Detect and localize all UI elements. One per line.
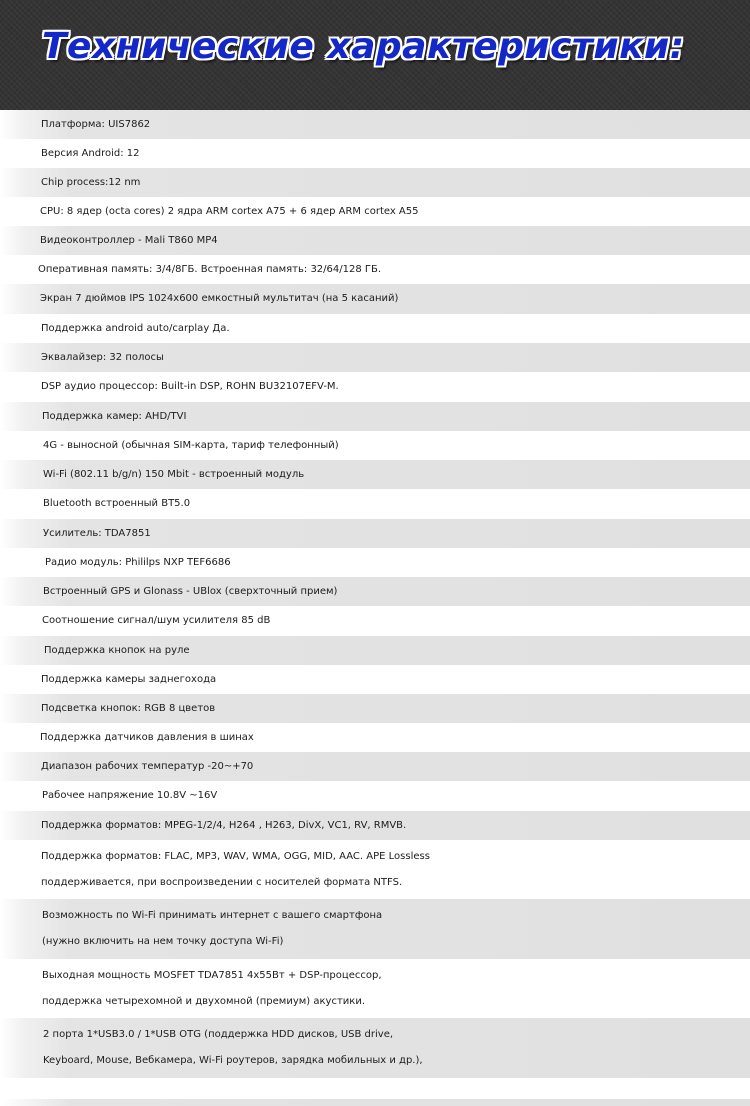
spec-text: Диапазон рабочих температур -20~+70: [41, 760, 254, 772]
spec-text: Видеоконтроллер - Mali T860 MP4: [40, 234, 218, 246]
spec-row: [0, 489, 750, 519]
spec-text: Рабочее напряжение 10.8V ~16V: [42, 790, 218, 801]
spec-text: Поддержка камеры заднегохода: [41, 673, 217, 685]
spec-row: [0, 606, 750, 636]
bottom-divider: [0, 1099, 750, 1106]
spec-row: [0, 255, 750, 284]
spec-list: [0, 110, 750, 1078]
spec-row: [0, 781, 750, 811]
spec-text: Поддержка android auto/carplay Да.: [41, 322, 230, 334]
spec-row: [0, 139, 750, 168]
spec-row: [0, 168, 750, 197]
spec-text: Поддержка форматов: MPEG-1/2/4, H264 , H263, DivX, VC1, RV, RMVB.: [41, 819, 407, 831]
spec-text: Экран 7 дюймов IPS 1024x600 емкостный мультитач (на 5 касаний): [40, 293, 399, 304]
spec-text: Подсветка кнопок: RGB 8 цветов: [41, 702, 216, 714]
spec-row: [0, 636, 750, 665]
page-title: Технические характеристики:: [42, 26, 685, 67]
spec-text: Поддержка датчиков давления в шинах: [40, 731, 254, 743]
spec-text: Встроенный GPS и Glonass - UBlox (сверхточный прием): [43, 585, 338, 597]
spec-row: [0, 372, 750, 402]
spec-text: Оперативная память: 3/4/8ГБ. Встроенная память: 32/64/128 ГБ.: [38, 263, 382, 275]
spec-text: Поддержка форматов: FLAC, MP3, WAV, WMA, OGG, MID, AAC. APE Lossless: [41, 850, 430, 862]
spec-row: [0, 284, 750, 314]
spec-row: [0, 431, 750, 460]
spec-text: Wi-Fi (802.11 b/g/n) 150 Mbit - встроенный модуль: [43, 468, 305, 480]
spec-text: Поддержка камер: AHD/TVI: [42, 410, 187, 422]
spec-row: [0, 752, 750, 781]
spec-row: [0, 519, 750, 548]
spec-text: Поддержка кнопок на руле: [44, 644, 190, 656]
spec-row: [0, 899, 750, 959]
spec-text: Возможность по Wi-Fi принимать интернет с вашего смартфона: [42, 910, 383, 921]
spec-text: Выходная мощность MOSFET TDA7851 4x55Вт + DSP-процессор,: [42, 969, 382, 981]
spec-row: [0, 460, 750, 489]
spec-text: CPU: 8 ядер (octa cores) 2 ядра ARM cortex A75 + 6 ядер ARM cortex A55: [40, 205, 419, 217]
spec-text: Усилитель: TDA7851: [43, 527, 151, 539]
spec-row: [0, 840, 750, 899]
spec-row: [0, 314, 750, 343]
spec-row: [0, 723, 750, 752]
spec-text: Версия Android: 12: [41, 147, 140, 159]
spec-text: Bluetooth встроенный BT5.0: [43, 498, 191, 509]
spec-text: (нужно включить на нем точку доступа Wi-Fi): [42, 936, 284, 947]
spec-text: 4G - выносной (обычная SIM-карта, тариф телефонный): [43, 439, 339, 451]
spec-row: [0, 226, 750, 255]
spec-row: [0, 577, 750, 606]
spec-row: [0, 811, 750, 840]
spec-text: DSP аудио процессор: Built-in DSP, ROHN BU32107EFV-M.: [41, 381, 339, 392]
spec-row: [0, 197, 750, 226]
spec-text: Chip process:12 nm: [41, 176, 141, 188]
spec-row: [0, 110, 750, 139]
spec-row: [0, 548, 750, 577]
spec-text: Платформа: UIS7862: [41, 118, 151, 130]
spec-row: [0, 694, 750, 723]
spec-text: поддерживается, при воспроизведении с носителей формата NTFS.: [41, 876, 403, 888]
spec-text: 2 порта 1*USB3.0 / 1*USB OTG (поддержка HDD дисков, USB drive,: [43, 1029, 394, 1040]
spec-text: Радио модуль: Phililps NXP TEF6686: [45, 556, 231, 568]
spec-row: [0, 665, 750, 694]
spec-row: [0, 343, 750, 372]
header-banner: [0, 0, 750, 110]
spec-text: Соотношение сигнал/шум усилителя 85 dB: [42, 615, 271, 626]
spec-row: [0, 402, 750, 431]
spec-text: поддержка четырехомной и двухомной (премиум) акустики.: [42, 995, 366, 1007]
spec-row: [0, 1018, 750, 1078]
spec-text: Keyboard, Mouse, Вебкамера, Wi-Fi роутеров, зарядка мобильных и др.),: [43, 1055, 423, 1066]
spec-text: Эквалайзер: 32 полосы: [41, 351, 164, 363]
spec-row: [0, 959, 750, 1018]
